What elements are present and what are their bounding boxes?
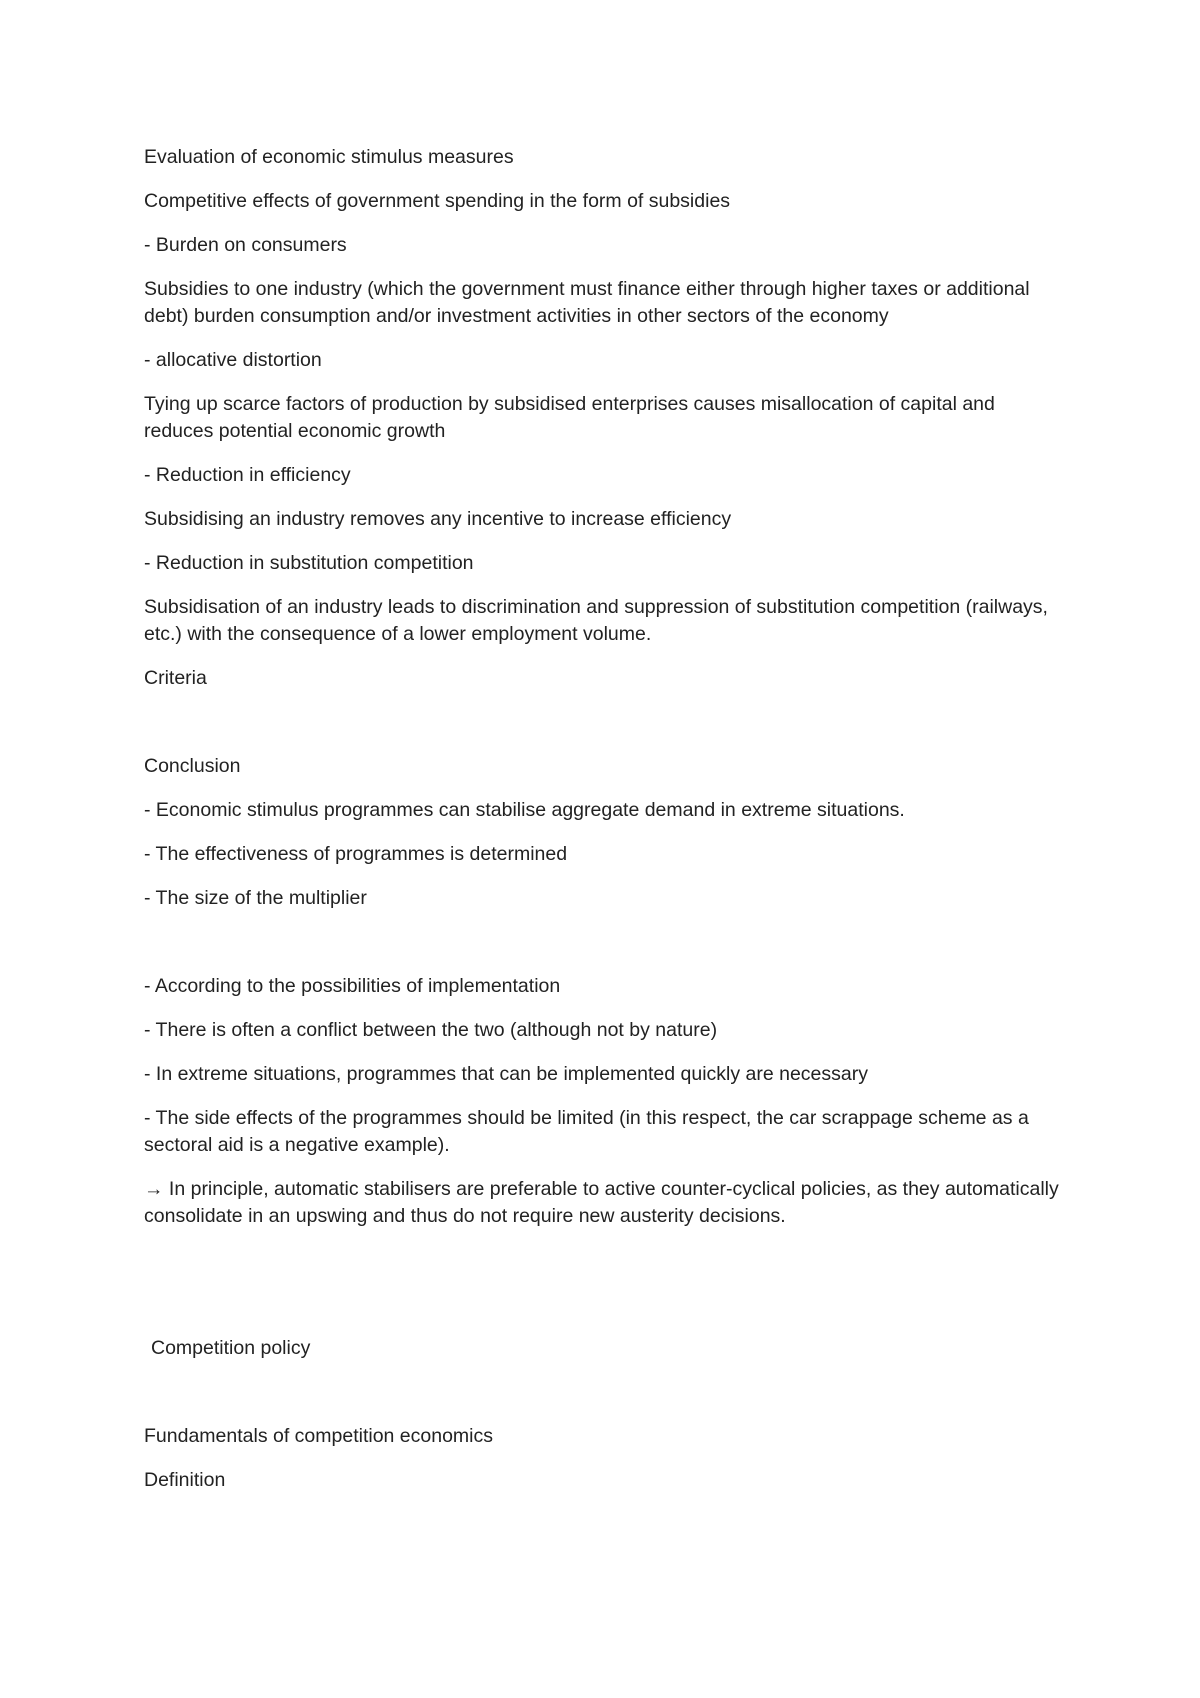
blank-line [144,709,1064,736]
bullet-item: - In extreme situations, programmes that can be implemented quickly are necessary [144,1063,868,1085]
bullet-item: - Economic stimulus programmes can stabilise aggregate demand in extreme situations. [144,799,905,821]
blank-line [144,1291,1064,1318]
bullet-item: - Burden on consumers [144,234,347,256]
body-paragraph: Tying up scarce factors of production by subsidised enterprises causes misallocation of capital and reduces potential economic growth [144,393,995,442]
bullet-item: - The effectiveness of programmes is determined [144,843,568,865]
subheading: Criteria [144,667,207,689]
document-body [144,144,1064,1511]
bullet-item: - Reduction in efficiency [144,464,351,486]
arrow-conclusion: → In principle, automatic stabilisers are preferable to active counter-cyclical policies, as they automatically consolidate in an upswing and thus do not require new austerity decisions. [144,1178,1059,1227]
subheading: Definition [144,1469,226,1491]
bullet-item: - There is often a conflict between the two (although not by nature) [144,1019,718,1041]
subheading: Fundamentals of competition economics [144,1425,494,1447]
bullet-item: - Reduction in substitution competition [144,552,474,574]
bullet-item: - The size of the multiplier [144,887,367,909]
subheading: Conclusion [144,755,241,777]
bullet-item: - allocative distortion [144,349,322,371]
body-paragraph: Subsidising an industry removes any incentive to increase efficiency [144,508,732,530]
bullet-item: - According to the possibilities of implementation [144,975,561,997]
section-heading: Competition policy [151,1337,311,1359]
blank-line [144,929,1064,956]
blank-line [144,1379,1064,1406]
blank-line [144,1247,1064,1274]
subheading: Competitive effects of government spending in the form of subsidies [144,190,731,212]
body-paragraph: Subsidies to one industry (which the government must finance either through higher taxes or additional debt) burden consumption and/or investment activities in other sectors of the economy [144,278,1030,327]
section-heading: Evaluation of economic stimulus measures [144,146,514,168]
bullet-item: - The side effects of the programmes should be limited (in this respect, the car scrappage scheme as a sectoral aid is a negative example). [144,1107,1029,1156]
body-paragraph: Subsidisation of an industry leads to discrimination and suppression of substitution competition (railways, etc.) with the consequence of a lower employment volume. [144,596,1048,645]
